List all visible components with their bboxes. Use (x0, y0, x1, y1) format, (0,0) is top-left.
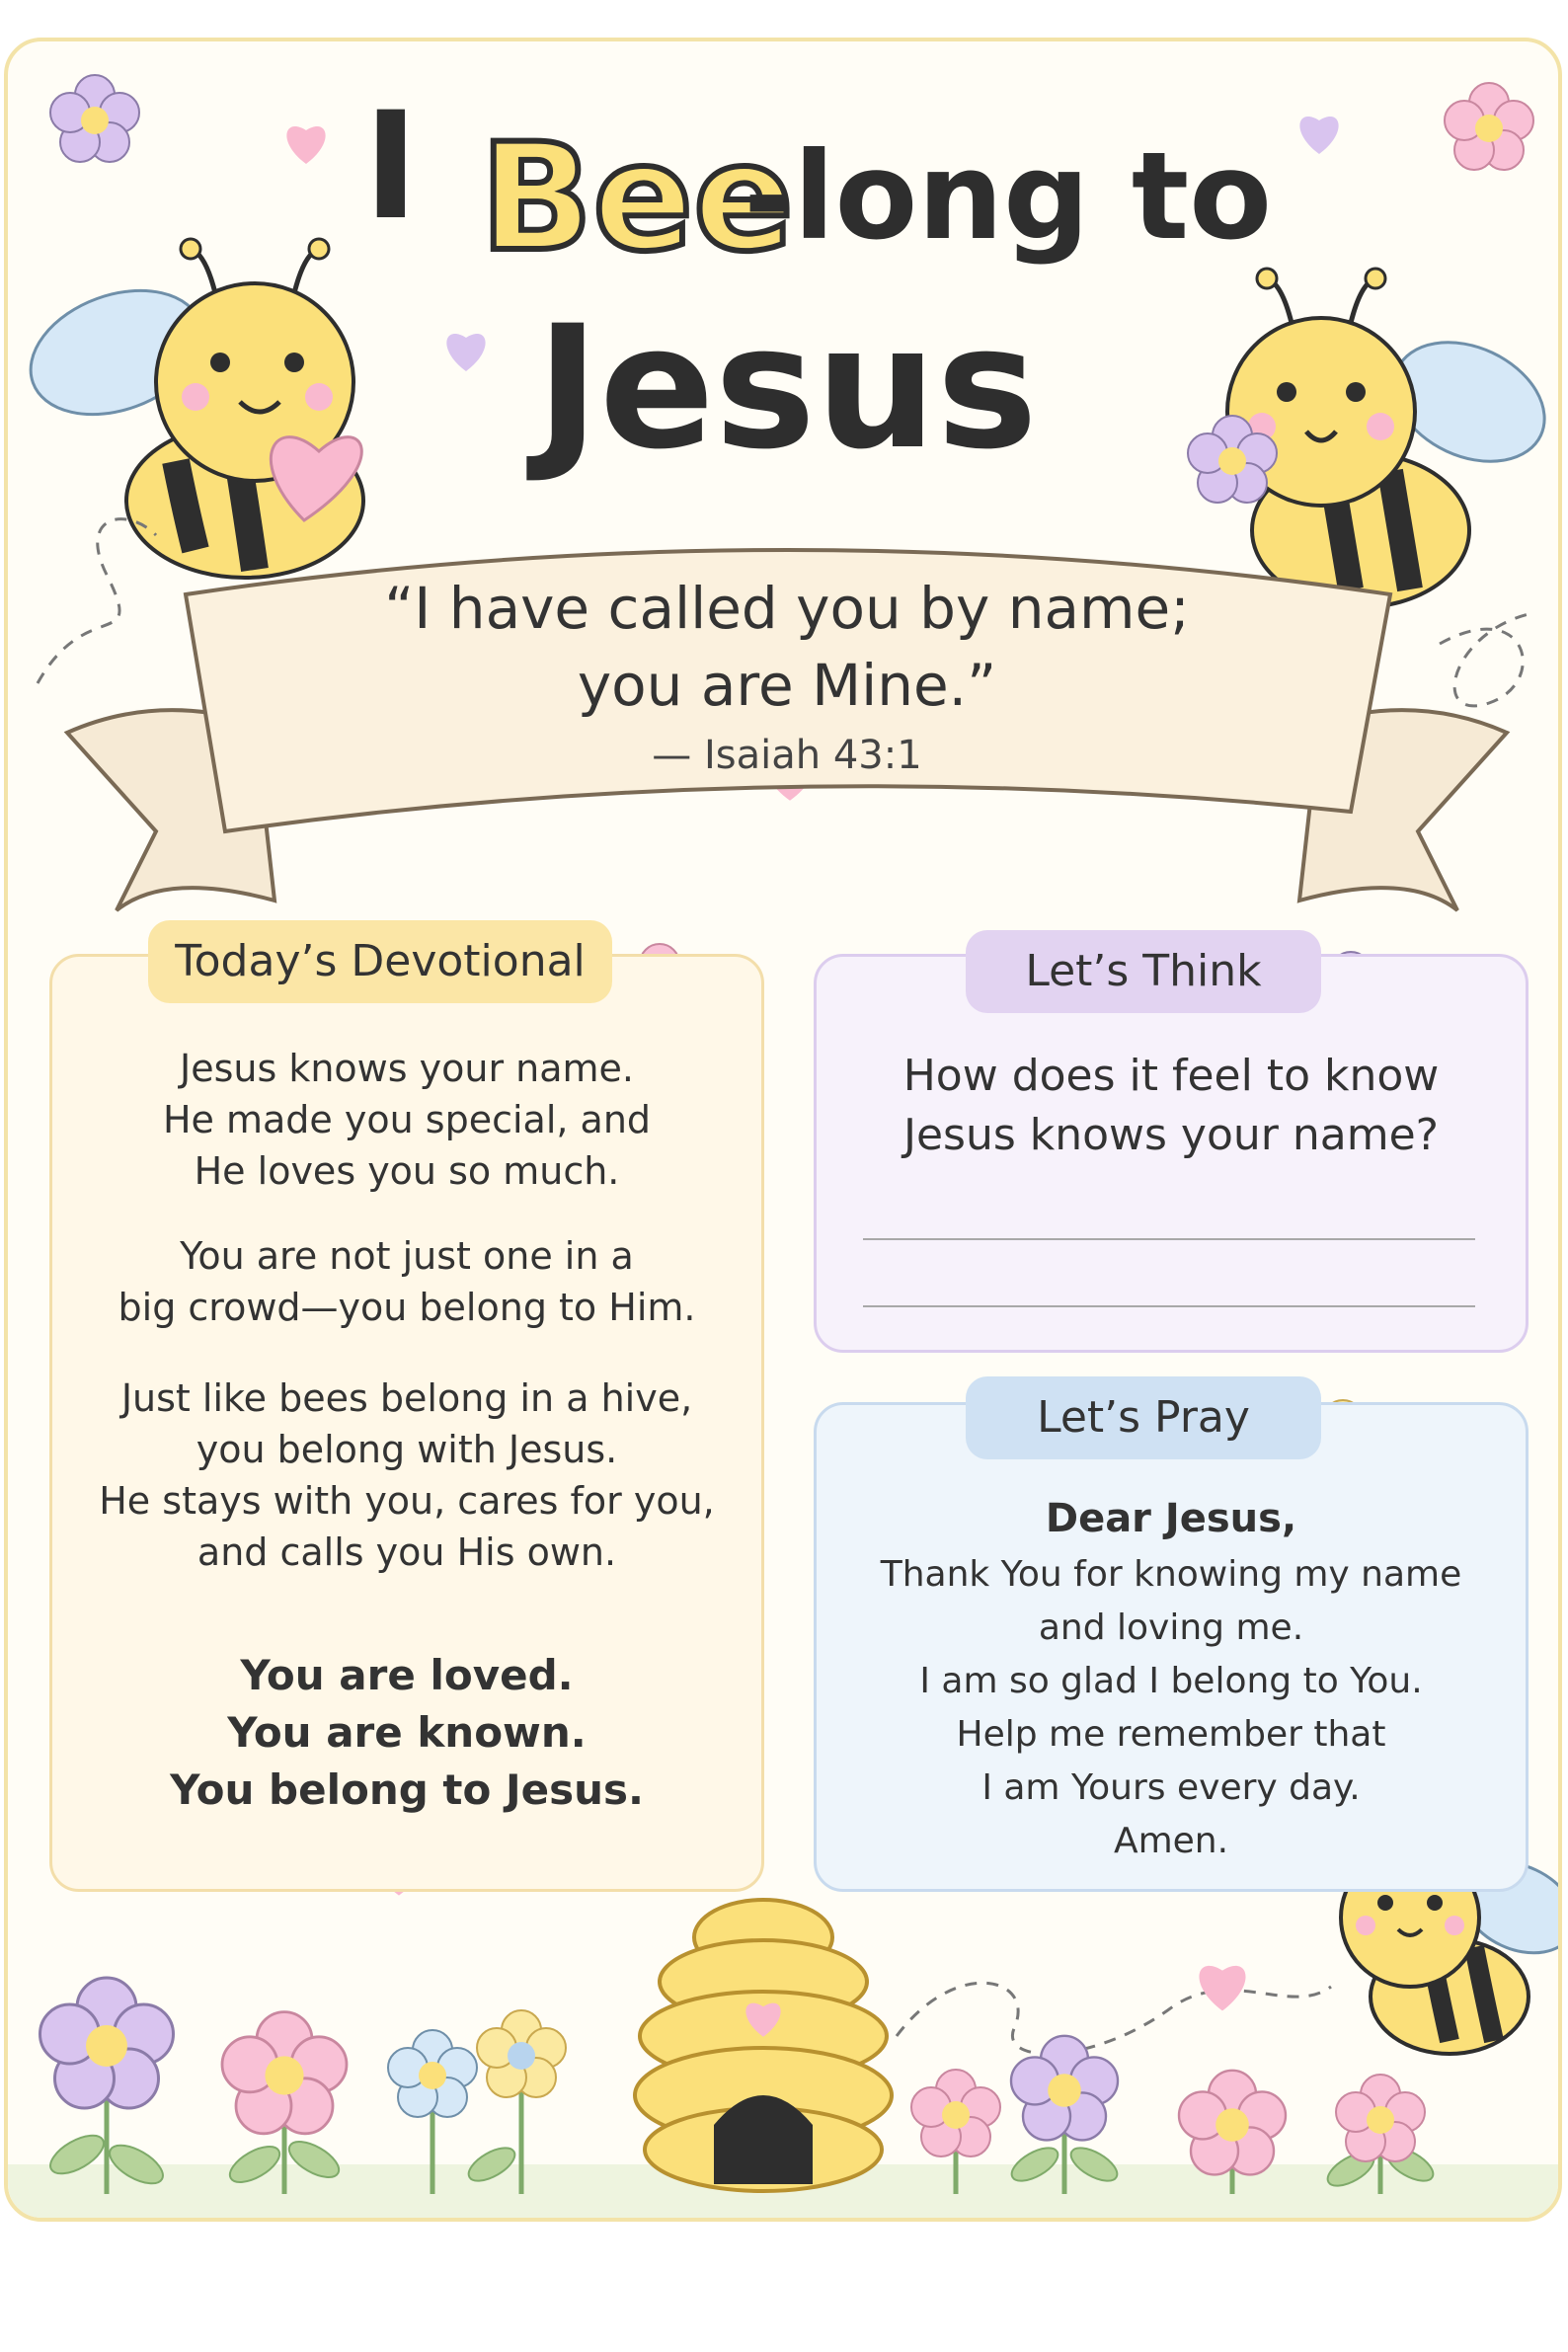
flower-icon (1336, 2075, 1425, 2161)
think-heading: Let’s Think (966, 930, 1321, 1013)
verse-line-2: you are Mine.” (577, 652, 997, 719)
text-line: Thank You for knowing my name (880, 1554, 1462, 1595)
pray-body (814, 1548, 1529, 1868)
title-line-jesus: Jesus (536, 288, 1038, 487)
text-line: You are known. (227, 1708, 587, 1757)
heart-icon (286, 126, 325, 164)
think-question (814, 1047, 1529, 1165)
text-line: You are not just one in a (180, 1234, 634, 1278)
text-line: big crowd—you belong to Him. (118, 1286, 696, 1329)
text-line: Help me remember that (956, 1714, 1386, 1755)
flower-icon (1179, 2071, 1286, 2175)
text-line: Jesus knows your name? (902, 1110, 1439, 1160)
text-line: I am Yours every day. (981, 1767, 1361, 1808)
devotional-paragraph-3 (49, 1372, 764, 1578)
text-line: He stays with you, cares for you, (99, 1479, 715, 1523)
flower-icon (1445, 83, 1533, 170)
bee-icon (1188, 269, 1562, 607)
worksheet-page (4, 38, 1562, 2222)
text-line: Jesus knows your name. (179, 1047, 634, 1090)
text-line: and calls you His own. (196, 1530, 617, 1574)
bee-icon (14, 239, 363, 578)
answer-line-1[interactable] (863, 1238, 1475, 1240)
text-line: You are loved. (240, 1651, 574, 1699)
heart-icon (1199, 1966, 1245, 2011)
title-part-i: I (363, 81, 419, 253)
pray-greeting: Dear Jesus, (1045, 1496, 1297, 1541)
title-part-long-to: -long to (744, 126, 1273, 267)
devotional-paragraph-1 (49, 1043, 764, 1197)
pray-heading: Let’s Pray (966, 1376, 1321, 1459)
devotional-closing (49, 1647, 764, 1819)
text-line: He loves you so much. (194, 1149, 620, 1193)
beehive-icon (635, 1900, 892, 2191)
flower-icon (222, 2012, 347, 2134)
text-line: you belong with Jesus. (196, 1428, 618, 1471)
devotional-paragraph-2 (49, 1230, 764, 1333)
verse-line-1: “I have called you by name; (384, 575, 1190, 642)
verse-reference: — Isaiah 43:1 (652, 733, 922, 778)
text-line: Amen. (1113, 1821, 1229, 1861)
heart-icon (1299, 117, 1338, 154)
flower-icon (477, 2010, 566, 2097)
text-line: You belong to Jesus. (170, 1765, 644, 1814)
flower-icon (40, 1978, 174, 2108)
text-line: He made you special, and (162, 1098, 652, 1141)
text-line: Just like bees belong in a hive, (120, 1376, 693, 1420)
title-highlight-bee: Bee (480, 113, 794, 284)
flower-icon (50, 75, 139, 162)
text-line: I am so glad I belong to You. (919, 1661, 1423, 1701)
text-line: and loving me. (1038, 1607, 1304, 1648)
flower-icon (911, 2070, 1000, 2156)
answer-line-2[interactable] (863, 1305, 1475, 1307)
flower-icon (388, 2030, 477, 2117)
text-line: How does it feel to know (902, 1051, 1440, 1101)
devotional-heading: Today’s Devotional (148, 920, 612, 1003)
heart-icon (446, 334, 485, 371)
